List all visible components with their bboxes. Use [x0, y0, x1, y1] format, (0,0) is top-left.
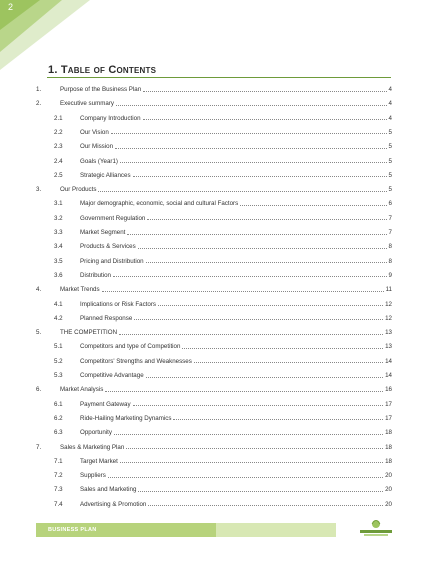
toc-entry-page: 4 — [388, 100, 392, 108]
toc-entry-number: 7.3 — [54, 486, 63, 494]
toc-entry-leader — [126, 447, 383, 449]
toc-entry[interactable] — [36, 499, 392, 508]
toc-entry-number: 4.1 — [54, 300, 63, 308]
corner-decoration — [0, 0, 90, 70]
toc-entry-number: 2. — [36, 100, 42, 108]
toc-entry-leader — [143, 90, 386, 92]
toc-entry-number: 5.3 — [54, 372, 63, 379]
toc-entry-number: 7.1 — [54, 457, 63, 465]
toc-entry-page: 12 — [385, 300, 392, 308]
toc-entry-number: 6. — [36, 386, 42, 394]
toc-entry-page: 12 — [385, 314, 392, 322]
toc-entry-number: 2.4 — [54, 157, 63, 165]
toc-entry-title: Competitors and type of Competition — [80, 343, 181, 351]
toc-entry[interactable] — [36, 370, 392, 379]
toc-entry-leader — [138, 490, 383, 492]
toc-entry-leader — [133, 404, 384, 406]
toc-entry-leader — [146, 261, 387, 263]
toc-entry-leader — [116, 104, 387, 106]
toc-entry-page: 4 — [388, 114, 392, 122]
toc-entry[interactable] — [36, 127, 392, 136]
toc-entry-number: 3.4 — [54, 243, 63, 251]
toc-entry-page: 9 — [388, 271, 392, 279]
toc-entry-number: 3. — [36, 186, 42, 194]
toc-entry-title: Competitors' Strengths and Weaknesses — [80, 357, 192, 365]
footer-bar-light — [216, 523, 336, 537]
toc-entry-title: Opportunity — [80, 429, 112, 437]
toc-entry-title: Target Market — [80, 457, 118, 465]
toc-entry[interactable] — [36, 470, 392, 479]
toc-entry-page: 17 — [385, 414, 392, 422]
toc-entry[interactable] — [36, 170, 392, 179]
toc-entry-number: 3.3 — [54, 229, 63, 236]
toc-entry[interactable] — [36, 284, 392, 293]
toc-entry-title: Market Analysis — [60, 386, 104, 394]
toc-entry-number: 5.1 — [54, 343, 63, 351]
toc-entry-page: 20 — [385, 472, 392, 480]
toc-entry-page: 5 — [388, 157, 392, 165]
toc-entry-page: 7 — [388, 214, 392, 222]
toc-entry-title: Executive summary — [60, 100, 114, 108]
toc-entry-number: 5. — [36, 329, 42, 337]
toc-entry-page: 5 — [388, 128, 392, 136]
toc-entry-title: Strategic Alliances — [80, 171, 131, 179]
toc-entry-leader — [194, 361, 383, 363]
toc-entry[interactable] — [36, 84, 392, 93]
toc-entry-title: Products & Services — [80, 243, 136, 251]
toc-entry-page: 11 — [385, 286, 392, 294]
toc-entry-number: 3.2 — [54, 214, 63, 222]
toc-entry[interactable] — [36, 341, 392, 350]
toc-entry-title: Advertising & Promotion — [80, 500, 147, 508]
toc-entry-number: 4.2 — [54, 314, 63, 322]
toc-entry-leader — [119, 333, 383, 335]
toc-entry-number: 7. — [36, 443, 42, 451]
toc-entry-title: Our Mission — [80, 143, 114, 151]
toc-entry-leader — [182, 347, 383, 349]
toc-entry-title: Distribution — [80, 271, 111, 279]
toc-entry-title: Our Products — [60, 186, 97, 194]
toc-entry-title: Goals (Year1) — [80, 157, 118, 165]
toc-entry-leader — [102, 290, 384, 292]
toc-entry-title: Suppliers — [80, 472, 106, 480]
toc-entry[interactable] — [36, 270, 392, 279]
toc-entry-page: 5 — [388, 143, 392, 151]
toc-entry-number: 5.2 — [54, 357, 63, 365]
toc-entry-number: 3.1 — [54, 200, 63, 208]
toc-entry[interactable] — [36, 313, 392, 322]
toc-entry-title: Market Segment — [80, 229, 126, 236]
toc-entry-title: Ride-Hailing Marketing Dynamics — [80, 414, 172, 422]
toc-entry-number: 3.5 — [54, 257, 63, 265]
toc-entry[interactable] — [36, 184, 392, 193]
toc-entry-page: 7 — [388, 229, 392, 236]
toc-entry-leader — [120, 161, 387, 163]
toc-entry-leader — [133, 175, 387, 177]
heading-rule — [47, 77, 391, 78]
toc-entry-title: Payment Gateway — [80, 400, 131, 408]
footer-label: BUSINESS PLAN — [48, 527, 97, 533]
toc-entry-number: 2.3 — [54, 143, 63, 151]
toc-entry-page: 6 — [388, 200, 392, 208]
toc-entry[interactable] — [36, 241, 392, 250]
toc-entry-page: 5 — [388, 171, 392, 179]
toc-entry-title: Planned Response — [80, 314, 133, 322]
toc-entry-title: Purpose of the Business Plan — [60, 86, 142, 93]
toc-entry-number: 2.1 — [54, 114, 63, 122]
toc-entry-leader — [115, 147, 387, 149]
toc-entry-page: 14 — [385, 357, 392, 365]
toc-heading-number: 1. — [48, 64, 58, 76]
toc-entry-leader — [134, 318, 383, 320]
toc-entry-title: Government Regulation — [80, 214, 146, 222]
toc-entry-number: 4. — [36, 286, 42, 294]
toc-entry-title: Major demographic, economic, social and cultural Factors — [80, 200, 239, 208]
toc-entry-leader — [113, 275, 387, 277]
toc-entry-number: 7.2 — [54, 472, 63, 480]
toc-entry-leader — [105, 390, 383, 392]
toc-entry[interactable] — [36, 227, 392, 236]
toc-entry[interactable] — [36, 327, 392, 336]
toc-entry[interactable] — [36, 456, 392, 465]
toc-entry-title: Competitive Advantage — [80, 372, 144, 379]
toc-entry-page: 20 — [385, 486, 392, 494]
toc-entry-leader — [127, 233, 386, 235]
toc-entry-page: 8 — [388, 257, 392, 265]
toc-entry[interactable] — [36, 113, 392, 122]
toc-entry-leader — [146, 376, 383, 378]
toc-entry[interactable] — [36, 256, 392, 265]
toc-entry[interactable] — [36, 299, 392, 308]
toc-entry-page: 17 — [385, 400, 392, 408]
toc-entry-title: THE COMPETITION — [60, 329, 118, 337]
toc-entry-number: 6.1 — [54, 400, 63, 408]
toc-entry[interactable] — [36, 427, 392, 436]
toc-entry[interactable] — [36, 442, 392, 451]
toc-entry-leader — [148, 504, 383, 506]
toc-entry-page: 18 — [385, 457, 392, 465]
toc-entry-leader — [111, 132, 387, 134]
toc-entry-number: 6.3 — [54, 429, 63, 437]
toc-entry[interactable] — [36, 98, 392, 107]
toc-entry-title: Market Trends — [60, 286, 100, 294]
toc-entry-title: Company Introduction — [80, 114, 141, 122]
toc-heading-title: Table of Contents — [60, 64, 157, 76]
toc-entry[interactable] — [36, 156, 392, 165]
toc-entry[interactable] — [36, 384, 392, 393]
toc-entry-leader — [114, 433, 383, 435]
toc-entry-number: 7.4 — [54, 500, 63, 508]
toc-entry-page: 5 — [388, 186, 392, 194]
toc-entry-page: 20 — [385, 500, 392, 508]
toc-entry-number: 6.2 — [54, 414, 63, 422]
toc-entry-leader — [158, 304, 383, 306]
toc-entry-number: 3.6 — [54, 271, 63, 279]
toc-entry-leader — [98, 190, 386, 192]
toc-entry-title: Sales & Marketing Plan — [60, 443, 125, 451]
toc-entry-page: 16 — [385, 386, 392, 394]
toc-entry-page: 13 — [385, 329, 392, 337]
toc-entry[interactable] — [36, 399, 392, 408]
toc-entry-leader — [108, 476, 383, 478]
toc-entry-leader — [143, 118, 387, 120]
toc-entry-title: Implications or Risk Factors — [80, 300, 156, 308]
company-logo — [356, 518, 396, 540]
toc-entry[interactable] — [36, 484, 392, 493]
toc-entry-page: 13 — [385, 343, 392, 351]
toc-entry[interactable] — [36, 413, 392, 422]
toc-heading — [48, 64, 156, 76]
toc-entry-leader — [240, 204, 386, 206]
toc-entry-number: 1. — [36, 86, 42, 93]
toc-entry[interactable] — [36, 141, 392, 150]
toc-entry-page: 4 — [388, 86, 392, 93]
toc-entry-title: Our Vision — [80, 128, 109, 136]
toc-entry-leader — [173, 418, 383, 420]
toc-entry-page: 18 — [385, 429, 392, 437]
toc-entry[interactable] — [36, 198, 392, 207]
toc-entry-title: Sales and Marketing — [80, 486, 137, 494]
toc-entry[interactable] — [36, 356, 392, 365]
toc-entry-page: 18 — [385, 443, 392, 451]
toc-entry[interactable] — [36, 213, 392, 222]
toc-entry-page: 8 — [388, 243, 392, 251]
toc-entry-leader — [147, 218, 386, 220]
toc-entry-page: 14 — [385, 372, 392, 379]
toc-entry-leader — [138, 247, 387, 249]
page-number: 2 — [8, 2, 14, 12]
toc-entry-number: 2.5 — [54, 171, 63, 179]
toc-entry-number: 2.2 — [54, 128, 63, 136]
toc-entry-leader — [120, 461, 383, 463]
toc-entry-title: Pricing and Distribution — [80, 257, 144, 265]
